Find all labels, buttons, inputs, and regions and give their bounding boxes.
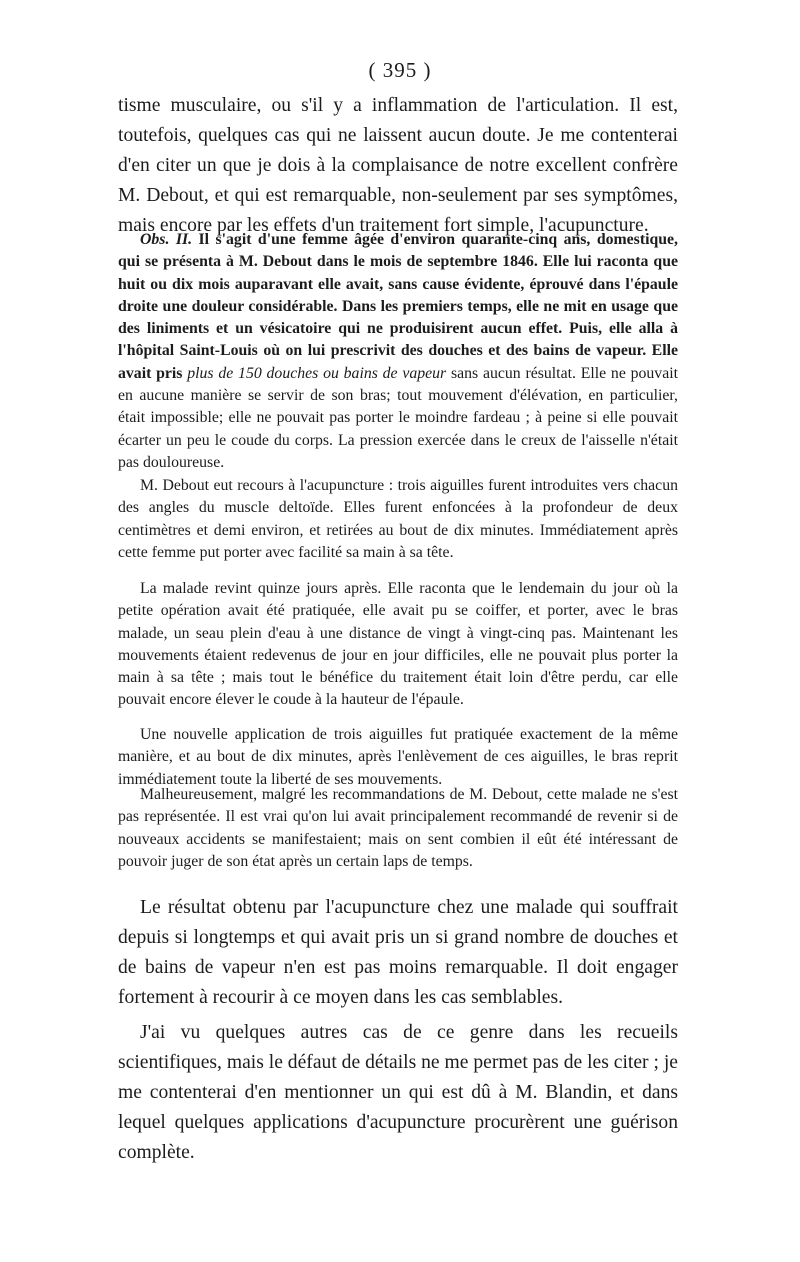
observation-emphasis: plus de 150 douches ou bains de vapeur — [187, 364, 447, 382]
paragraph-second-application: Une nouvelle application de trois aiguilles fut pratiquée exactement de la même manière, et au bout de dix minutes, après l'enlèvement de ces aiguilles, le bras reprit immédiatement toute la liberté de ses mouvements. — [118, 726, 678, 788]
paragraph-treatment: M. Debout eut recours à l'acupuncture : trois aiguilles furent introduites vers chacun des angles du muscle deltoïde. Elles furent enfoncées à la profondeur de deux centimètres et demi environ, et retirées au bout de dix minutes. Immédiatement après cette femme put porter avec facilité sa main à sa tête. — [118, 477, 678, 561]
observation-label: Obs. II. — [140, 231, 193, 248]
paragraph-outcome: Malheureusement, malgré les recommandations de M. Debout, cette malade ne s'est pas représentée. Il est vrai qu'on lui avait principalement recommandé de revenir si de nouveaux accidents se manifestaient; mais on sent combien il eût été intéressant de pouvoir juger de son état après un certain laps de temps. — [118, 786, 678, 870]
page-number: ( 395 ) — [368, 58, 432, 82]
paragraph-other-cases: J'ai vu quelques autres cas de ce genre dans les recueils scientifiques, mais le défaut de détails ne me permet pas de les citer ; je me contenterai d'en mentionner un qui est dû à M. Blandin, et dans lequel quelques applications d'acupuncture procurèrent une guérison complète. — [118, 1022, 678, 1163]
paragraph-observation — [118, 229, 678, 474]
observation-text-end: sans aucun résultat. Elle ne pouvait en aucune manière se servir de son bras; tout mouvement d'élévation, en particulier, était impossible; elle ne pouvait pas porter le moindre fardeau ; à peine si elle pouvait écarter un peu le coude du corps. La pression exercée dans le creux de l'aisselle n'était pas douloureuse. — [118, 364, 678, 471]
paragraph-conclusion: Le résultat obtenu par l'acupuncture chez une malade qui souffrait depuis si longtemps et qui avait pris un si grand nombre de douches et de bains de vapeur n'en est pas moins remarquable. Il doit engager fortement à recourir à ce moyen dans les cas semblables. — [118, 897, 678, 1008]
paragraph-intro: tisme musculaire, ou s'il y a inflammation de l'articulation. Il est, toutefois, quelques cas qui ne laissent aucun doute. Je me contenterai d'en citer un que je dois à la complaisance de notre excellent confrère M. Debout, et qui est remarquable, non-seulement par ses symptômes, mais encore par les effets d'un traitement fort simple, l'acupuncture. — [118, 95, 678, 236]
observation-text: Il s'agit d'une femme âgée d'environ quarante-cinq ans, domestique, qui se présenta à M. Debout dans le mois de septembre 1846. Elle lui raconta que huit ou dix mois auparavant elle avait, sans cause évidente, éprouvé dans l'épaule droite une douleur considérable. Dans les premiers temps, elle ne mit en usage que des liniments et un vésicatoire qui ne produisirent aucun effet. Puis, elle alla à l'hôpital Saint-Louis où on lui prescrivit des douches et des bains de vapeur. Elle avait pris — [118, 231, 678, 382]
paragraph-follow-up: La malade revint quinze jours après. Elle raconta que le lendemain du jour où la petite opération avait été pratiquée, elle avait pu se coiffer, et porter, avec le bras malade, un seau plein d'eau à une distance de vingt à vingt-cinq pas. Maintenant les mouvements étaient redevenus de jour en jour difficiles, elle ne pouvait plus porter la main à sa tête ; mais tout le bénéfice du traitement était loin d'être perdu, car elle pouvait encore élever le coude à la hauteur de l'épaule. — [118, 580, 678, 709]
